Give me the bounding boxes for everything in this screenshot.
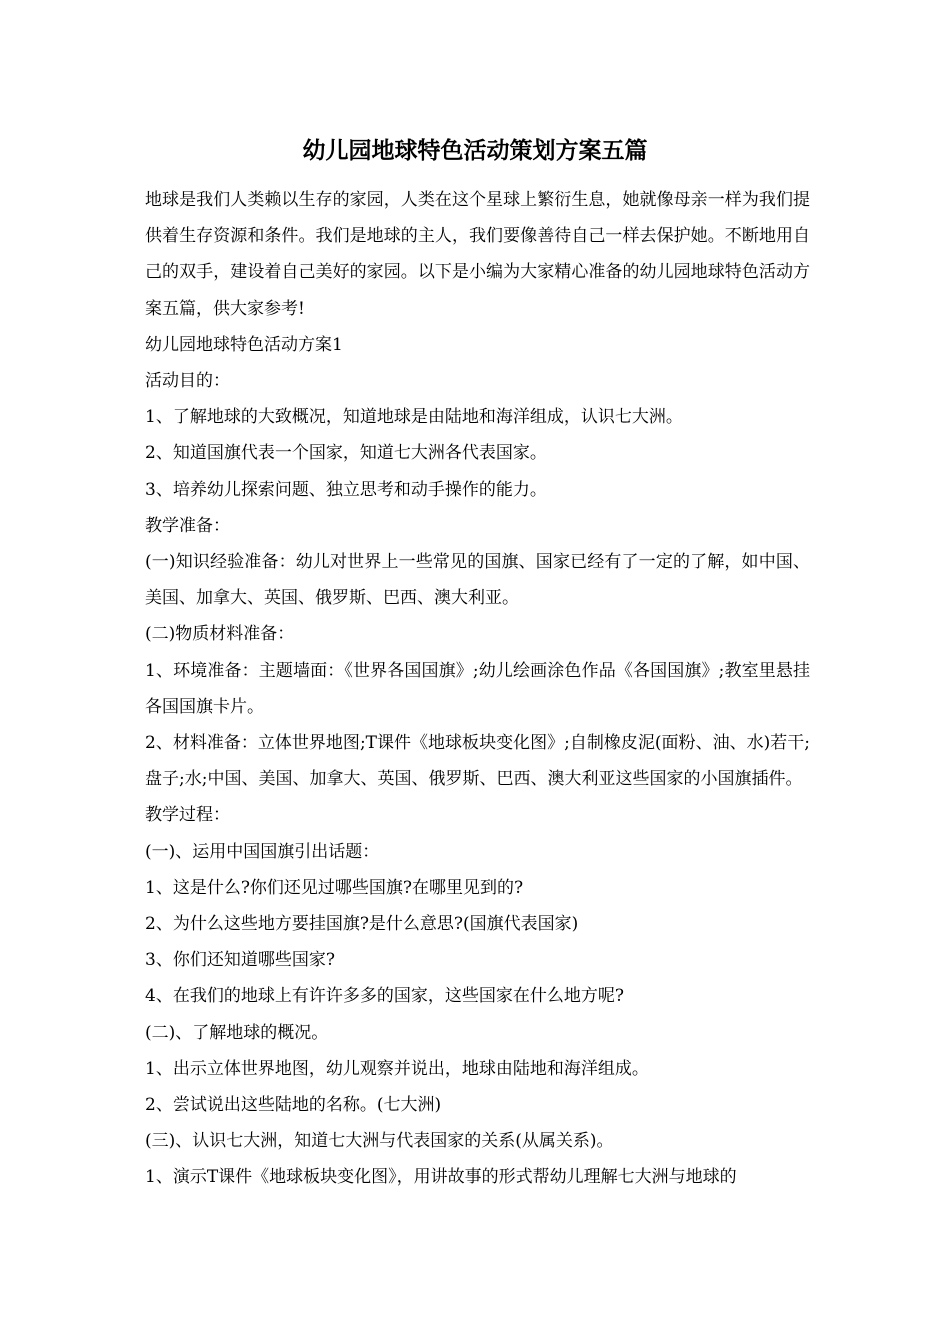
step-heading: (三)、认识七大洲，知道七大洲与代表国家的关系(从属关系)。 [145,1131,614,1152]
step-item: 2、为什么这些地方要挂国旗?是什么意思?(国旗代表国家) [145,914,579,935]
goal-item: 2、知道国旗代表一个国家，知道七大洲各代表国家。 [145,443,547,464]
plan-heading: 幼儿园地球特色活动方案1 [145,334,343,355]
step-heading: (二)、了解地球的概况。 [145,1022,329,1043]
step-item: 1、出示立体世界地图，幼儿观察并说出，地球由陆地和海洋组成。 [145,1058,649,1079]
step-item: 1、演示T课件《地球板块变化图》，用讲故事的形式帮幼儿理解七大洲与地球的 [145,1167,737,1188]
document-body [145,182,810,1196]
step-heading: (一)、运用中国国旗引出话题： [145,841,380,862]
intro-paragraph: 地球是我们人类赖以生存的家园，人类在这个星球上繁衍生息，她就像母亲一样为我们提供着生存资源和条件。我们是地球的主人，我们要像善待自己一样去保护她。不断地用自己的双手，建设着自己美好的家园。以下是小编为大家精心准备的幼儿园地球特色活动方案五篇，供大家参考! [145,190,810,319]
prep-environment-paragraph: 1、环境准备：主题墙面：《世界各国国旗》;幼儿绘画涂色作品《各国国旗》;教室里悬挂各国国旗卡片。 [145,660,810,717]
document-title: 幼儿园地球特色活动策划方案五篇 [302,137,648,164]
step-item: 1、这是什么?你们还见过哪些国旗?在哪里见到的? [145,877,524,898]
goals-heading: 活动目的： [145,371,230,392]
prep-material-heading: (二)物质材料准备： [145,624,295,645]
step-item: 2、尝试说出这些陆地的名称。(七大洲) [145,1095,442,1116]
prep-material-paragraph: 2、材料准备：立体世界地图;T课件《地球板块变化图》;自制橡皮泥(面粉、油、水)若干;盘子;水;中国、美国、加拿大、英国、俄罗斯、巴西、澳大利亚这些国家的小国旗插件。 [145,733,810,790]
goal-item: 1、了解地球的大致概况，知道地球是由陆地和海洋组成，认识七大洲。 [145,407,683,428]
goal-item: 3、培养幼儿探索问题、独立思考和动手操作的能力。 [145,479,547,500]
step-item: 4、在我们的地球上有许许多多的国家，这些国家在什么地方呢? [145,986,624,1007]
prep-knowledge-paragraph: (一)知识经验准备：幼儿对世界上一些常见的国旗、国家已经有了一定的了解，如中国、美国、加拿大、英国、俄罗斯、巴西、澳大利亚。 [145,552,810,609]
step-item: 3、你们还知道哪些国家? [145,950,335,971]
prep-heading: 教学准备： [145,515,230,536]
process-heading: 教学过程： [145,805,230,826]
